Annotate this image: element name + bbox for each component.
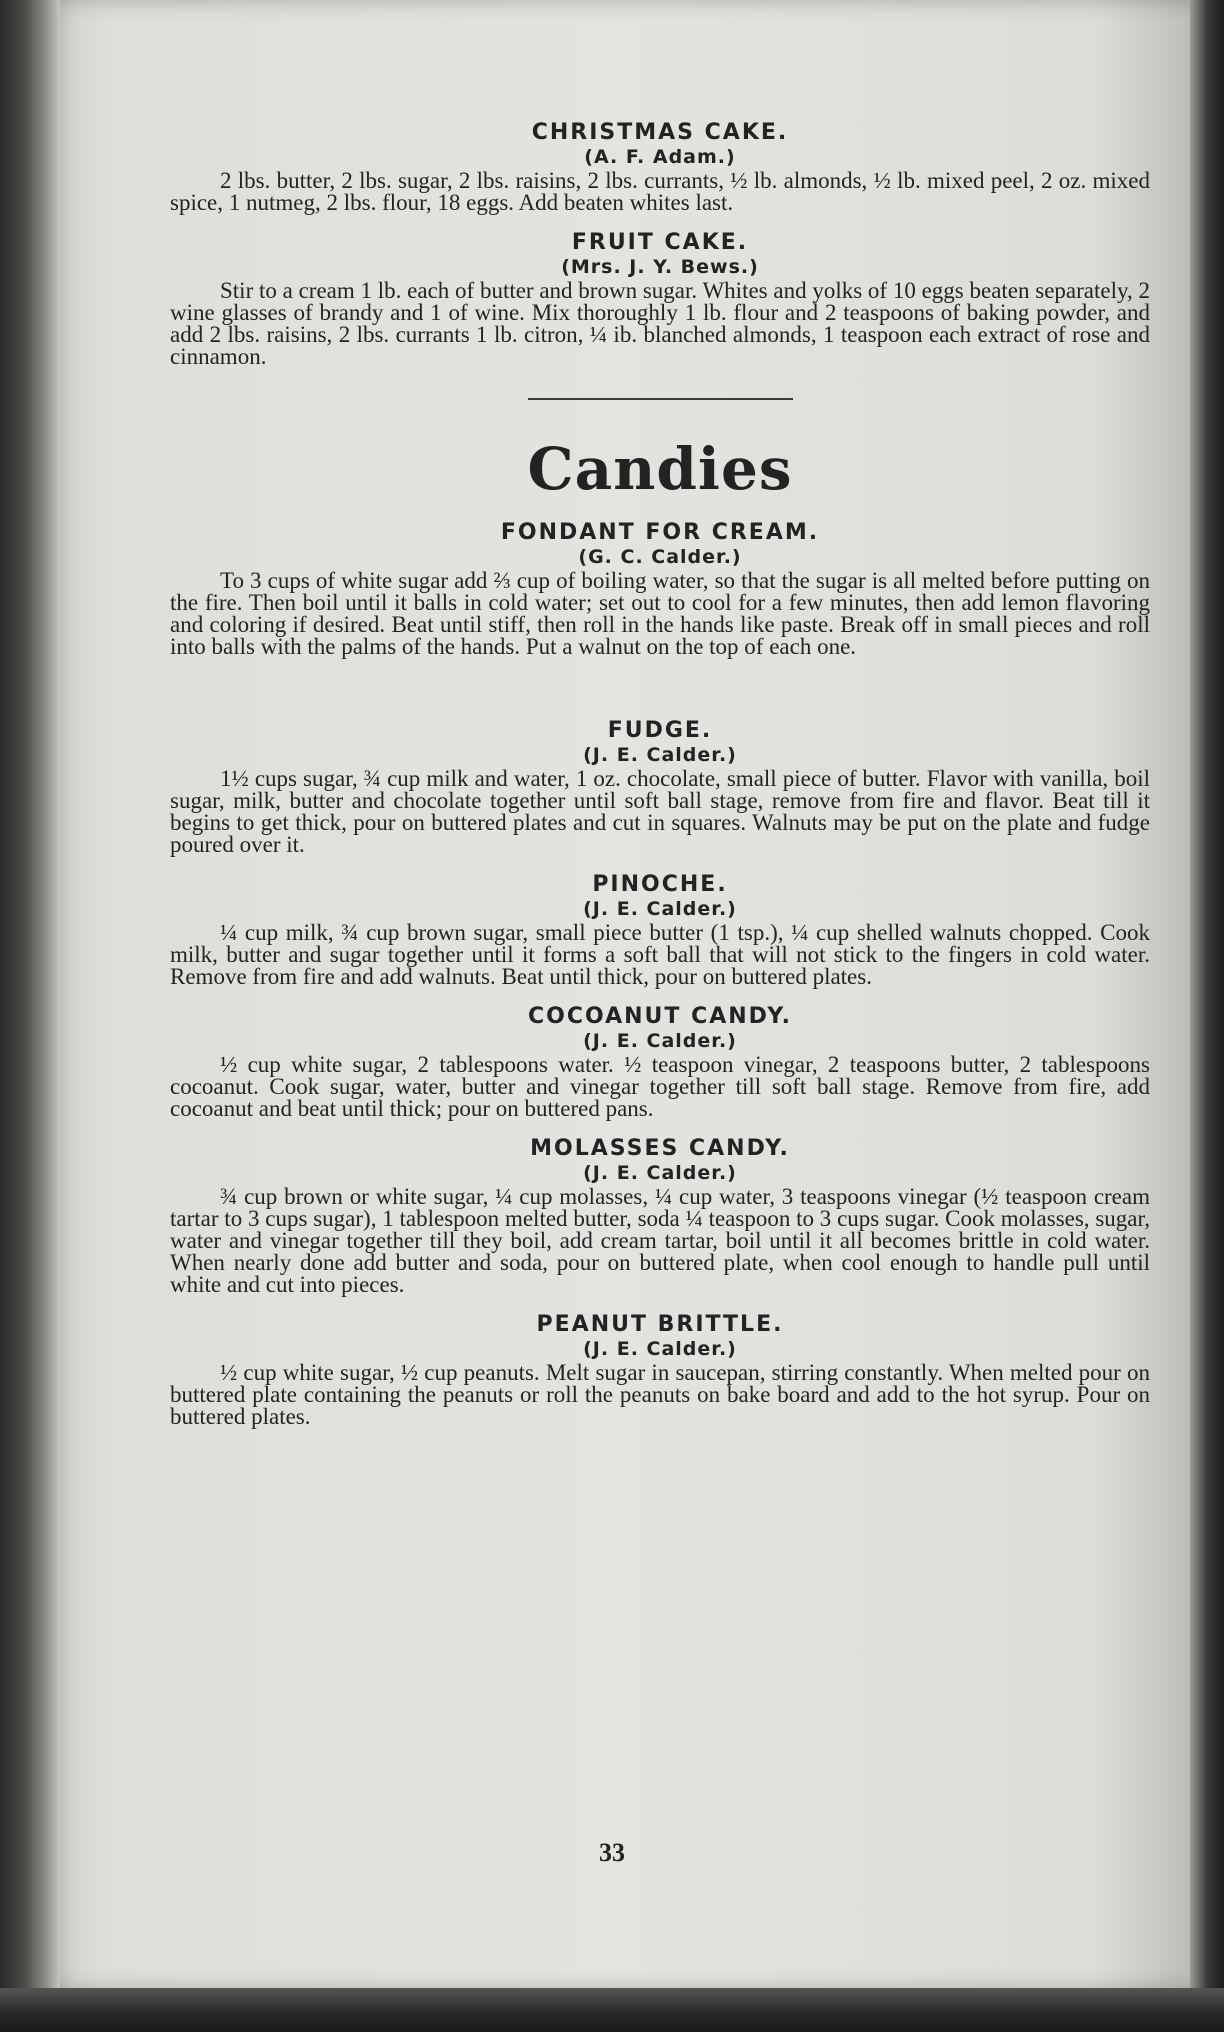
recipe-body: To 3 cups of white sugar add ⅔ cup of boiling water, so that the sugar is all melted before putting on the fire. Then boil until it balls in cold water; set out to cool for a few minutes, then add lemon flavoring and coloring if desired. Beat until stiff, then roll in the hands like paste. Break off in small pieces and roll into balls with the palms of the hands. Put a walnut on the top of each one. bbox=[170, 568, 1150, 659]
recipe-author: (Mrs. J. Y. Bews.) bbox=[561, 256, 759, 278]
recipe-author: (G. C. Calder.) bbox=[578, 546, 742, 568]
recipe-title: FUDGE. bbox=[607, 718, 713, 743]
recipe-title: CHRISTMAS CAKE. bbox=[531, 120, 789, 145]
recipe-fudge bbox=[170, 718, 1150, 856]
recipe-title: MOLASSES CANDY. bbox=[530, 1136, 790, 1161]
recipe-body: Stir to a cream 1 lb. each of butter and brown sugar. Whites and yolks of 10 eggs beaten separately, 2 wine glasses of brandy and 1 of wine. Mix thoroughly 1 lb. flour and 2 teaspoons of baking powder, and add 2 lbs. raisins, 2 lbs. currants 1 lb. citron, ¼ ib. blanched almonds, 1 teaspoon each extract of rose and cinnamon. bbox=[170, 278, 1150, 369]
recipe-body: ½ cup white sugar, ½ cup peanuts. Melt sugar in saucepan, stirring constantly. When melted pour on buttered plate containing the peanuts or roll the peanuts on bake board and add to the hot syrup. Pour on buttered plates. bbox=[170, 1360, 1150, 1429]
recipe-body: ½ cup white sugar, 2 tablespoons water. ½ teaspoon vinegar, 2 teaspoons butter, 2 tablespoons cocoanut. Cook sugar, water, butter and vinegar together till soft ball stage. Remove from fire, add cocoanut and beat until thick; pour on buttered pans. bbox=[170, 1052, 1150, 1121]
recipe-author: (J. E. Calder.) bbox=[583, 1162, 737, 1184]
recipe-body: ¾ cup brown or white sugar, ¼ cup molasses, ¼ cup water, 3 teaspoons vinegar (½ teaspoon cream tartar to 3 cups sugar), 1 tablespoon melted butter, soda ¼ teaspoon to 3 cups sugar. Cook molasses, sugar, water and vinegar together till they boil, add cream tartar, boil until it all becomes brittle in cold water. When nearly done add butter and soda, pour on buttered plate, when cool enough to handle pull until white and cut into pieces. bbox=[170, 1184, 1150, 1297]
recipe-molasses-candy bbox=[170, 1136, 1150, 1296]
recipe-christmas-cake bbox=[170, 120, 1150, 214]
recipe-author: (J. E. Calder.) bbox=[583, 1030, 737, 1052]
spacer bbox=[170, 674, 1150, 718]
page-right-edge bbox=[1190, 0, 1224, 2032]
section-divider bbox=[528, 398, 793, 400]
recipe-body: 1½ cups sugar, ¾ cup milk and water, 1 oz. chocolate, small piece of butter. Flavor with vanilla, boil sugar, milk, butter and chocolate together until soft ball stage, remove from fire and flavor. Beat till it begins to get thick, pour on buttered plates and cut in squares. Walnuts may be put on the plate and fudge poured over it. bbox=[170, 766, 1150, 857]
recipe-title: FRUIT CAKE. bbox=[571, 230, 749, 255]
recipe-pinoche bbox=[170, 872, 1150, 988]
recipe-author: (J. E. Calder.) bbox=[583, 898, 737, 920]
recipe-author: (J. E. Calder.) bbox=[583, 744, 737, 766]
recipe-author: (A. F. Adam.) bbox=[584, 146, 736, 168]
recipe-body: 2 lbs. butter, 2 lbs. sugar, 2 lbs. raisins, 2 lbs. currants, ½ lb. almonds, ½ lb. mixed peel, 2 oz. mixed spice, 1 nutmeg, 2 lbs. flour, 18 eggs. Add beaten whites last. bbox=[170, 168, 1150, 215]
page-bottom-edge bbox=[0, 1988, 1224, 2032]
recipe-cocoanut-candy bbox=[170, 1004, 1150, 1120]
page-content bbox=[170, 120, 1150, 1444]
recipe-title: FONDANT FOR CREAM. bbox=[500, 520, 820, 545]
recipe-author: (J. E. Calder.) bbox=[583, 1338, 737, 1360]
recipe-body: ¼ cup milk, ¾ cup brown sugar, small piece butter (1 tsp.), ¼ cup shelled walnuts chopped. Cook milk, butter and sugar together until it forms a soft ball that will not stick to the fingers in cold water. Remove from fire and add walnuts. Beat until thick, pour on buttered plates. bbox=[170, 920, 1150, 989]
recipe-fruit-cake bbox=[170, 230, 1150, 368]
section-title: Candies bbox=[527, 435, 793, 503]
recipe-peanut-brittle bbox=[170, 1312, 1150, 1428]
recipe-title: COCOANUT CANDY. bbox=[528, 1004, 792, 1029]
recipe-title: PEANUT BRITTLE. bbox=[536, 1312, 784, 1337]
book-spine bbox=[0, 0, 60, 2032]
recipe-fondant-for-cream bbox=[170, 520, 1150, 658]
recipe-title: PINOCHE. bbox=[592, 872, 728, 897]
page-number: 33 bbox=[599, 1838, 625, 1867]
